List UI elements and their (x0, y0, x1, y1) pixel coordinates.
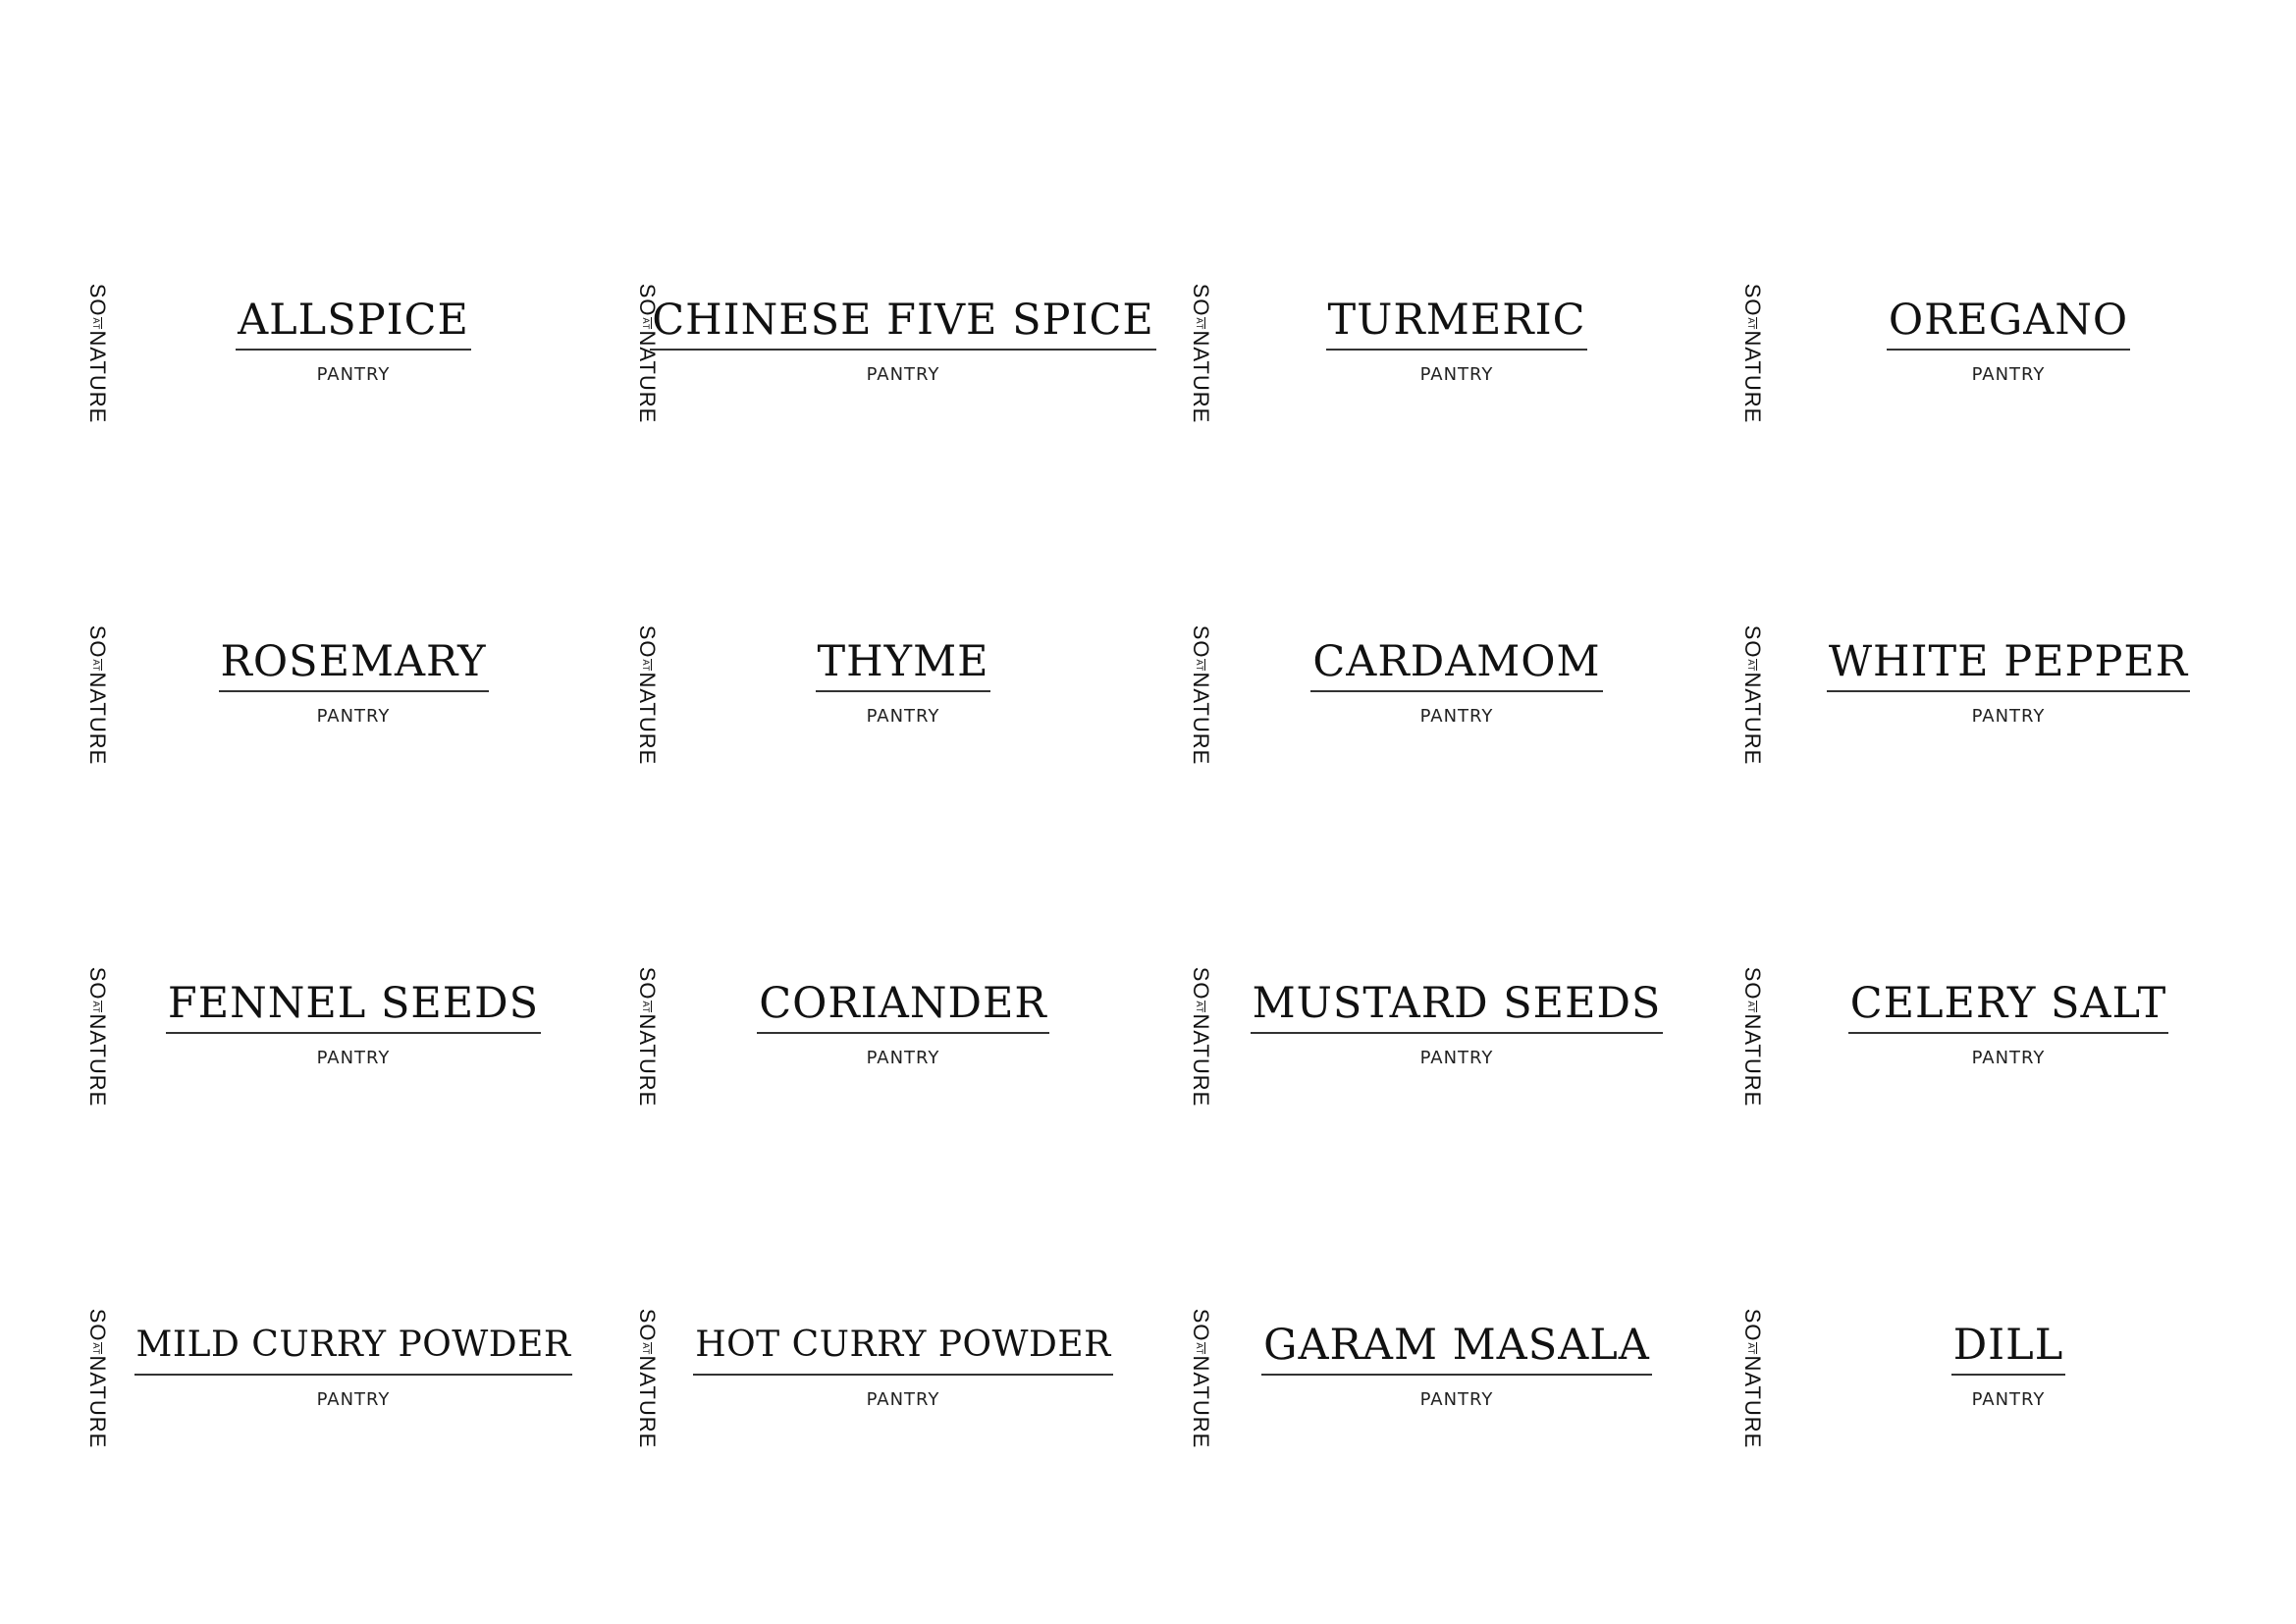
category-label: PANTRY (1971, 706, 2046, 727)
spice-name: MUSTARD SEEDS (1251, 978, 1664, 1034)
spice-name: HOT CURRY POWDER (693, 1320, 1113, 1376)
brand-logo: SO AT NATURE (635, 624, 660, 766)
spice-name: WHITE PEPPER (1827, 636, 2190, 692)
brand-logo: SO AT NATURE (85, 624, 110, 766)
spice-label (0, 919, 556, 1108)
category-label: PANTRY (316, 706, 391, 727)
brand-logo: SO AT NATURE (1740, 283, 1765, 424)
category-label: PANTRY (1971, 364, 2046, 385)
spice-label (1103, 1261, 1659, 1449)
brand-logo: SO AT NATURE (635, 283, 660, 424)
category-label: PANTRY (866, 1389, 940, 1410)
spice-label (0, 577, 556, 766)
category-label: PANTRY (866, 364, 940, 385)
spice-label (1103, 236, 1659, 424)
spice-name: CARDAMOM (1310, 636, 1602, 692)
category-label: PANTRY (866, 706, 940, 727)
spice-label (1655, 577, 2211, 766)
category-label: PANTRY (1419, 1048, 1494, 1068)
brand-logo: SO AT NATURE (1189, 624, 1213, 766)
spice-name: CELERY SALT (1848, 978, 2169, 1034)
spice-name: CORIANDER (757, 978, 1048, 1034)
spice-label (0, 236, 556, 424)
spice-label (550, 577, 1105, 766)
category-label: PANTRY (316, 1389, 391, 1410)
spice-name: CHINESE FIVE SPICE (650, 295, 1156, 351)
category-label: PANTRY (1419, 706, 1494, 727)
spice-name: THYME (816, 636, 991, 692)
brand-logo: SO AT NATURE (1740, 1308, 1765, 1449)
category-label: PANTRY (1419, 1389, 1494, 1410)
brand-logo: SO AT NATURE (635, 1308, 660, 1449)
spice-name: DILL (1951, 1320, 2066, 1376)
spice-label (1103, 577, 1659, 766)
brand-logo: SO AT NATURE (85, 1308, 110, 1449)
spice-name: GARAM MASALA (1261, 1320, 1652, 1376)
brand-logo: SO AT NATURE (85, 283, 110, 424)
spice-label (550, 1261, 1111, 1449)
brand-logo: SO AT NATURE (1189, 1308, 1213, 1449)
spice-label (1655, 236, 2211, 424)
category-label: PANTRY (1419, 364, 1494, 385)
spice-name: ROSEMARY (219, 636, 489, 692)
category-label: PANTRY (1971, 1389, 2046, 1410)
spice-name: FENNEL SEEDS (166, 978, 541, 1034)
spice-name: MILD CURRY POWDER (134, 1320, 573, 1376)
spice-name: ALLSPICE (236, 295, 471, 351)
brand-logo: SO AT NATURE (1189, 283, 1213, 424)
spice-label (550, 919, 1105, 1108)
brand-logo: SO AT NATURE (635, 966, 660, 1108)
spice-label (550, 236, 1154, 424)
spice-label (0, 1261, 571, 1449)
category-label: PANTRY (1971, 1048, 2046, 1068)
brand-logo: SO AT NATURE (1740, 966, 1765, 1108)
spice-label (1655, 919, 2211, 1108)
spice-name: OREGANO (1887, 295, 2130, 351)
spice-label (1655, 1261, 2211, 1449)
brand-logo: SO AT NATURE (1740, 624, 1765, 766)
category-label: PANTRY (316, 364, 391, 385)
spice-label (1103, 919, 1662, 1108)
category-label: PANTRY (866, 1048, 940, 1068)
brand-logo: SO AT NATURE (85, 966, 110, 1108)
spice-name: TURMERIC (1326, 295, 1588, 351)
category-label: PANTRY (316, 1048, 391, 1068)
brand-logo: SO AT NATURE (1189, 966, 1213, 1108)
